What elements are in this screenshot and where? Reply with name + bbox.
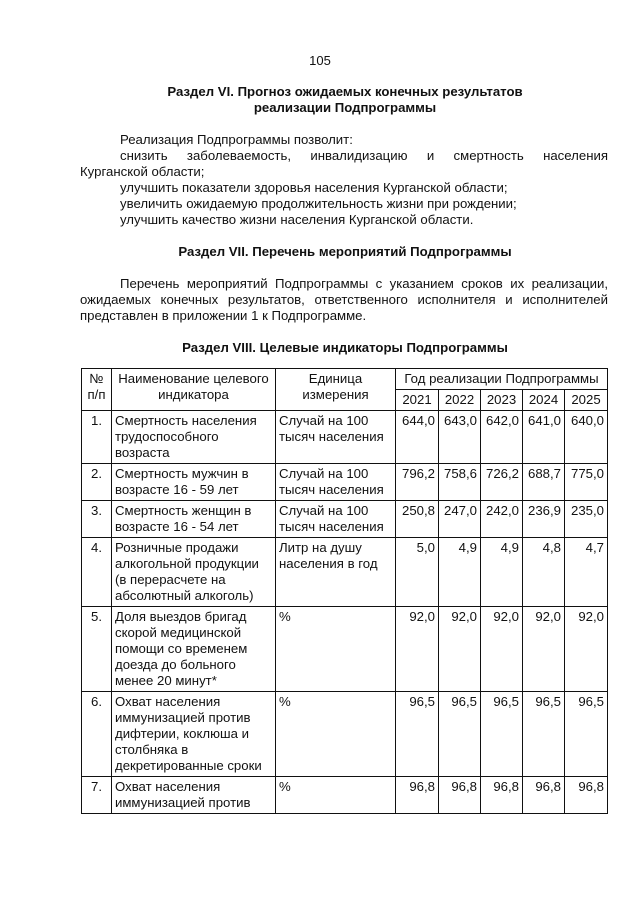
table-row — [82, 538, 608, 607]
row-num: 4. — [82, 538, 112, 607]
row-value: 644,0 — [396, 411, 439, 464]
row-value: 92,0 — [481, 607, 523, 692]
header-year: 2023 — [481, 390, 523, 411]
row-value: 96,5 — [565, 692, 608, 777]
row-value: 92,0 — [565, 607, 608, 692]
row-unit: Случай на 100 тысяч населения — [276, 464, 396, 501]
row-name: Смертность мужчин в возрасте 16 - 59 лет — [112, 464, 276, 501]
header-year: 2025 — [565, 390, 608, 411]
row-name: Смертность населения трудоспособного возраста — [112, 411, 276, 464]
table-row — [82, 692, 608, 777]
row-value: 92,0 — [439, 607, 481, 692]
row-value: 247,0 — [439, 501, 481, 538]
row-value: 641,0 — [523, 411, 565, 464]
row-value: 96,5 — [439, 692, 481, 777]
row-value: 640,0 — [565, 411, 608, 464]
row-num: 5. — [82, 607, 112, 692]
row-unit: Случай на 100 тысяч населения — [276, 501, 396, 538]
row-unit: Случай на 100 тысяч населения — [276, 411, 396, 464]
row-value: 242,0 — [481, 501, 523, 538]
row-value: 4,9 — [439, 538, 481, 607]
row-value: 236,9 — [523, 501, 565, 538]
table-row — [82, 464, 608, 501]
table-row — [82, 411, 608, 464]
row-name: Доля выездов бригад скорой медицинской помощи со временем доезда до больного менее 20 минут* — [112, 607, 276, 692]
section6-intro: Реализация Подпрограммы позволит: — [120, 132, 353, 147]
row-name: Охват населения иммунизацией против — [112, 777, 276, 814]
page-number: 105 — [309, 53, 331, 68]
header-unit: Единица измерения — [276, 369, 396, 411]
row-value: 96,8 — [481, 777, 523, 814]
section6-item1-line2: Курганской области; — [80, 164, 205, 179]
row-value: 96,8 — [523, 777, 565, 814]
row-value: 688,7 — [523, 464, 565, 501]
row-unit: % — [276, 777, 396, 814]
header-year: 2021 — [396, 390, 439, 411]
row-value: 96,5 — [523, 692, 565, 777]
header-num: № п/п — [82, 369, 112, 411]
row-value: 92,0 — [523, 607, 565, 692]
row-value: 235,0 — [565, 501, 608, 538]
section6-item1-line1: снизить заболеваемость, инвалидизацию и смертность населения — [120, 148, 608, 163]
section6-item2: улучшить показатели здоровья населения Курганской области; — [120, 180, 508, 195]
table-row — [82, 501, 608, 538]
row-name: Розничные продажи алкогольной продукции (в перерасчете на абсолютный алкоголь) — [112, 538, 276, 607]
row-name: Смертность женщин в возрасте 16 - 54 лет — [112, 501, 276, 538]
row-value: 642,0 — [481, 411, 523, 464]
section7-paragraph: Перечень мероприятий Подпрограммы с указанием сроков их реализации, ожидаемых конечных результатов, ответственного исполнителя и исполнителей представлен в приложении 1 к Подпрограмме. — [80, 276, 608, 323]
row-value: 758,6 — [439, 464, 481, 501]
row-value: 4,7 — [565, 538, 608, 607]
row-unit: % — [276, 607, 396, 692]
row-num: 1. — [82, 411, 112, 464]
table-row — [82, 777, 608, 814]
section6-item4: улучшить качество жизни населения Курганской области. — [120, 212, 474, 227]
header-name: Наименование целевого индикатора — [112, 369, 276, 411]
row-value: 5,0 — [396, 538, 439, 607]
row-value: 250,8 — [396, 501, 439, 538]
row-value: 4,8 — [523, 538, 565, 607]
row-value: 96,8 — [396, 777, 439, 814]
row-num: 6. — [82, 692, 112, 777]
row-value: 796,2 — [396, 464, 439, 501]
section8-title: Раздел VIII. Целевые индикаторы Подпрограммы — [182, 340, 508, 355]
row-num: 2. — [82, 464, 112, 501]
row-value: 4,9 — [481, 538, 523, 607]
section6-item3: увеличить ожидаемую продолжительность жизни при рождении; — [120, 196, 517, 211]
row-value: 96,8 — [439, 777, 481, 814]
table-row — [82, 607, 608, 692]
section7-title: Раздел VII. Перечень мероприятий Подпрограммы — [178, 244, 512, 259]
section6-title-line2: реализации Подпрограммы — [253, 100, 437, 115]
header-year: 2022 — [439, 390, 481, 411]
row-value: 96,5 — [396, 692, 439, 777]
indicators-table — [81, 368, 608, 814]
row-unit: Литр на душу населения в год — [276, 538, 396, 607]
row-value: 92,0 — [396, 607, 439, 692]
section6-title-line1: Раздел VI. Прогноз ожидаемых конечных результатов — [167, 84, 523, 99]
row-unit: % — [276, 692, 396, 777]
row-name: Охват населения иммунизацией против дифтерии, коклюша и столбняка в декретированные сроки — [112, 692, 276, 777]
row-num: 7. — [82, 777, 112, 814]
row-num: 3. — [82, 501, 112, 538]
row-value: 96,5 — [481, 692, 523, 777]
header-year: 2024 — [523, 390, 565, 411]
row-value: 643,0 — [439, 411, 481, 464]
row-value: 775,0 — [565, 464, 608, 501]
row-value: 726,2 — [481, 464, 523, 501]
header-years-group: Год реализации Подпрограммы — [396, 369, 608, 390]
row-value: 96,8 — [565, 777, 608, 814]
